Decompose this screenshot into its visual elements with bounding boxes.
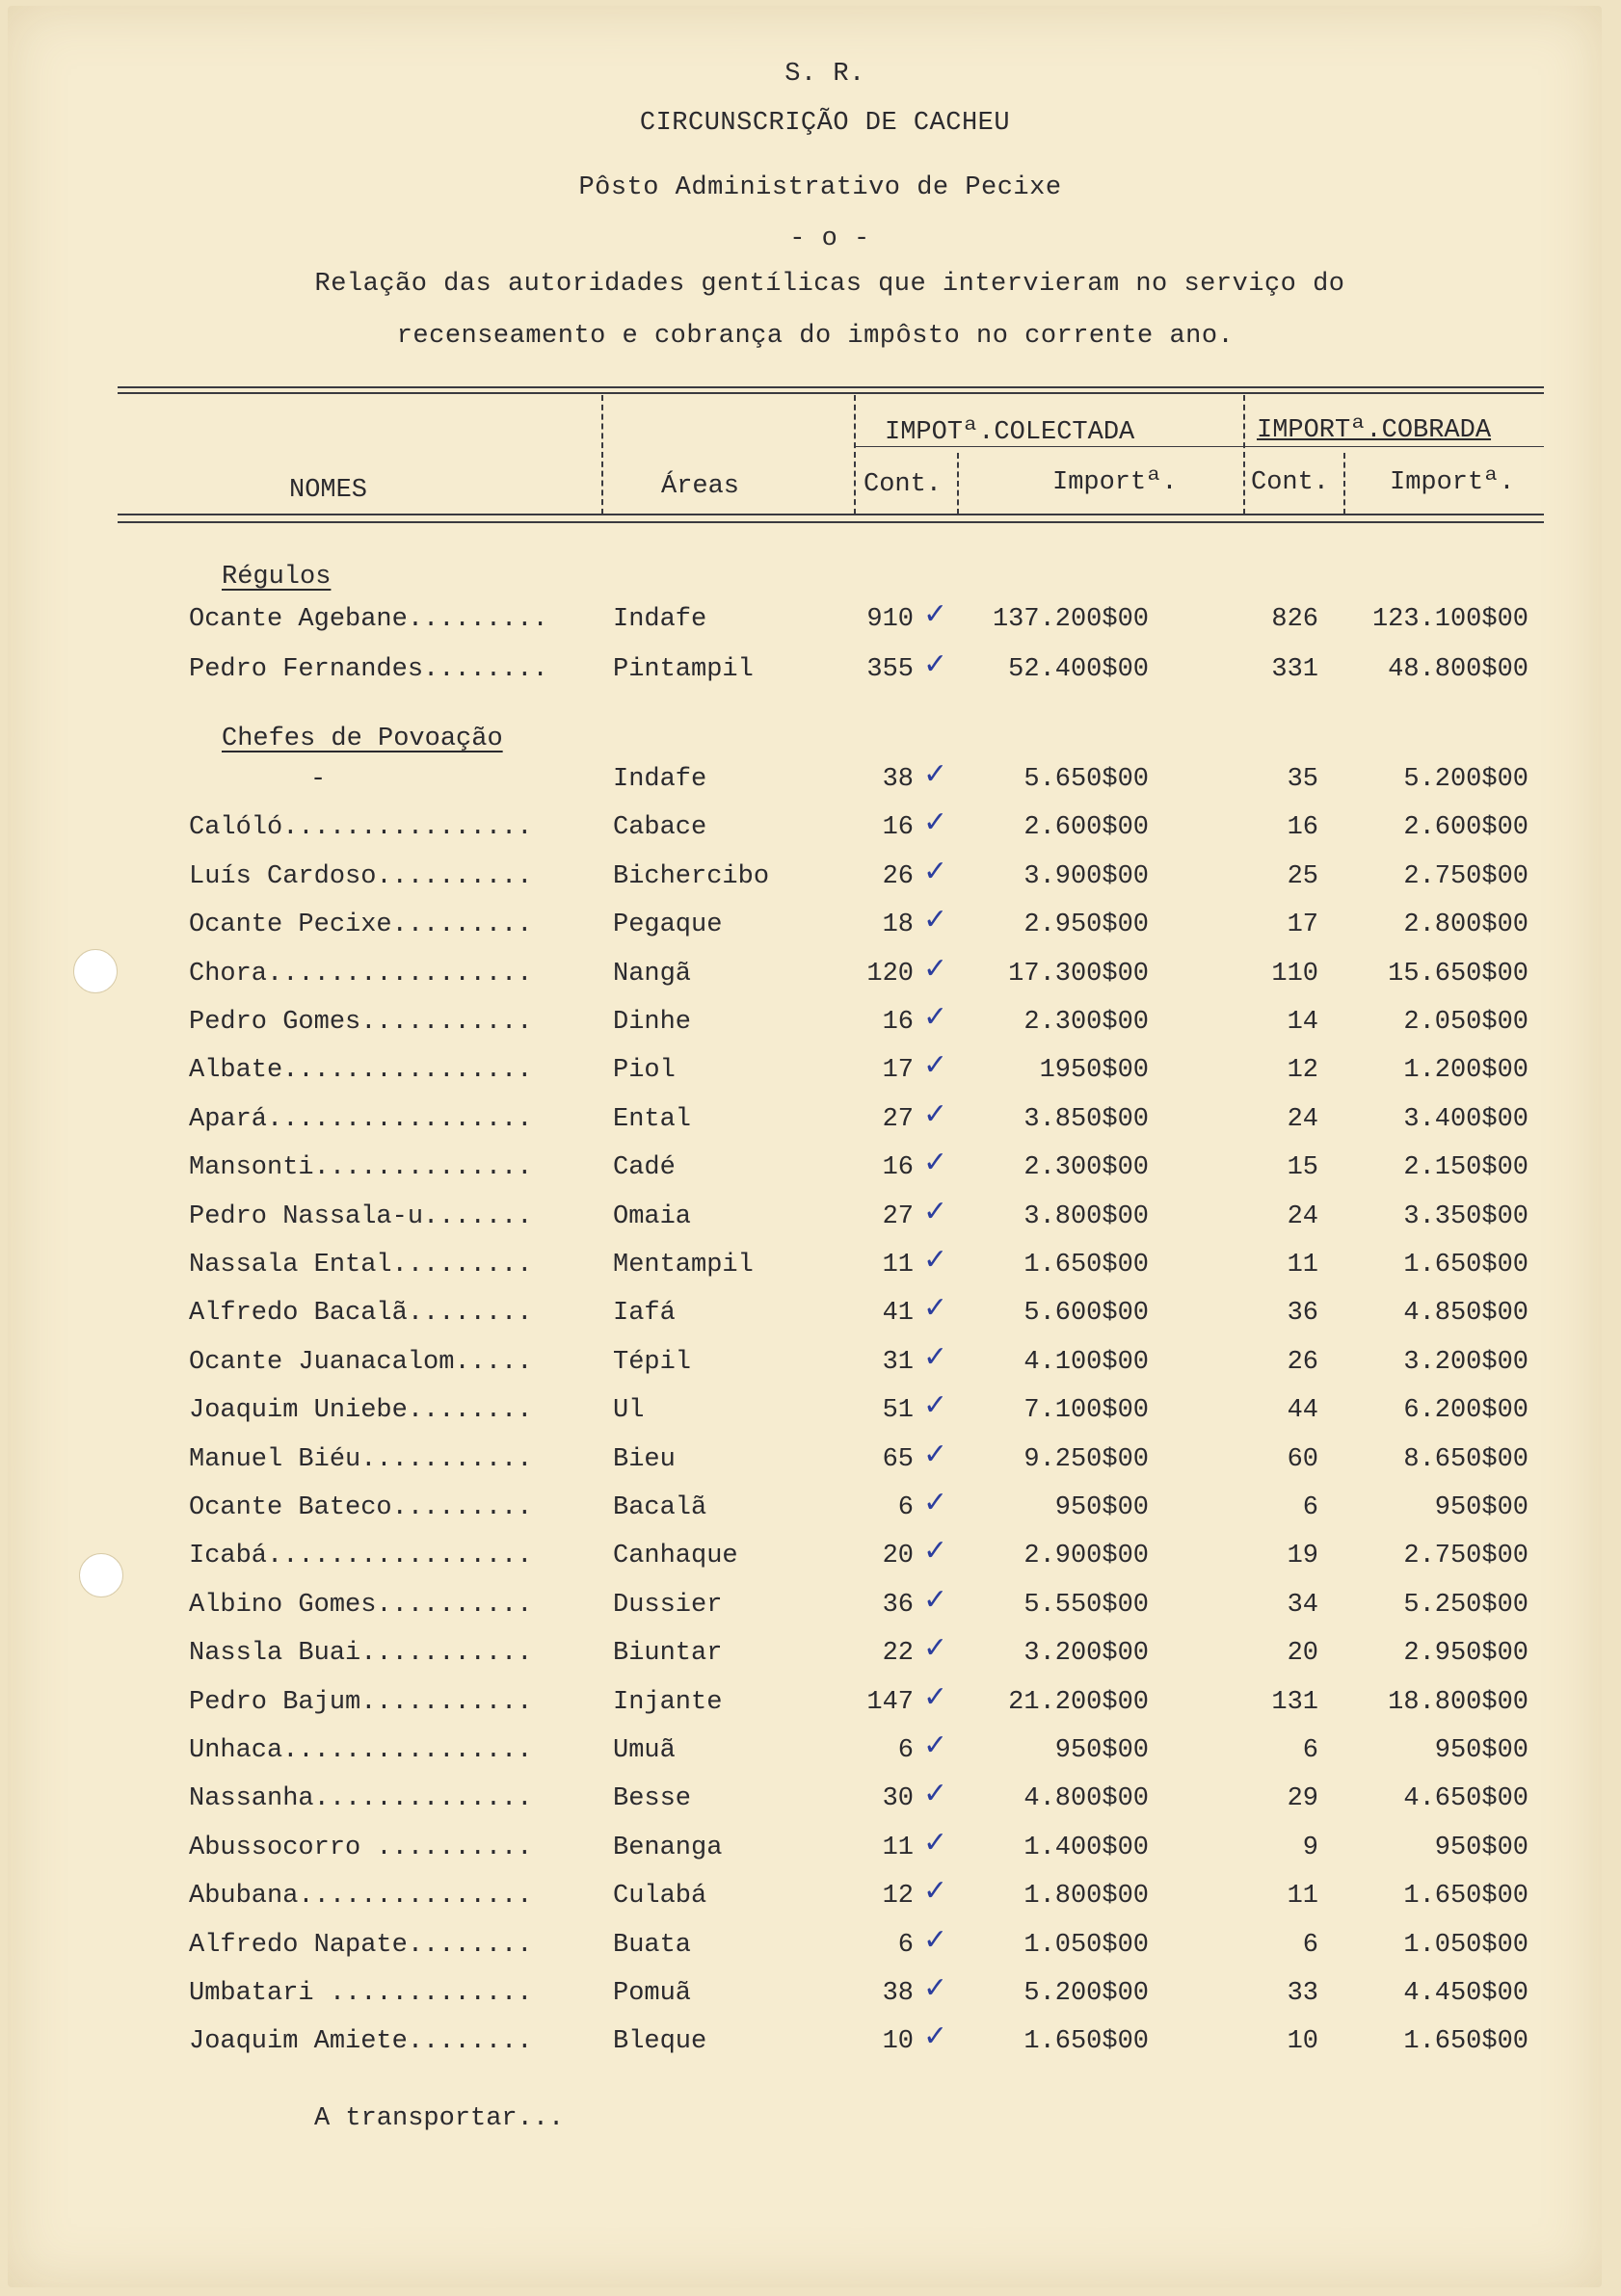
row-area: Omaia bbox=[613, 1201, 692, 1231]
row-cont-colectada: 41 bbox=[882, 1299, 914, 1329]
row-import-colectada: 9.250$00 bbox=[1023, 1444, 1149, 1474]
row-import-colectada: 4.100$00 bbox=[1023, 1347, 1149, 1377]
row-name: Alfredo Napate........ bbox=[189, 1930, 533, 1960]
row-import-colectada: 7.100$00 bbox=[1023, 1396, 1149, 1426]
row-cont-cobrada: 19 bbox=[1287, 1542, 1318, 1571]
table-row bbox=[0, 1437, 1621, 1484]
row-cont-colectada: 27 bbox=[882, 1104, 914, 1134]
row-import-cobrada: 1.650$00 bbox=[1403, 2027, 1528, 2057]
row-import-colectada: 137.200$00 bbox=[992, 605, 1149, 634]
row-import-cobrada: 2.600$00 bbox=[1403, 813, 1528, 843]
row-cont-cobrada: 35 bbox=[1287, 765, 1318, 794]
row-name: Umbatari ............. bbox=[189, 1979, 533, 2008]
row-cont-cobrada: 17 bbox=[1287, 910, 1318, 940]
row-import-cobrada: 1.650$00 bbox=[1403, 1251, 1528, 1280]
row-cont-colectada: 22 bbox=[882, 1639, 914, 1669]
row-area: Nangã bbox=[613, 959, 692, 989]
row-name: Pedro Nassala-u....... bbox=[189, 1201, 533, 1231]
row-area: Canhaque bbox=[613, 1542, 738, 1571]
row-cont-cobrada: 20 bbox=[1287, 1639, 1318, 1669]
checkmark-icon: ✓ bbox=[923, 1388, 948, 1423]
row-import-colectada: 2.950$00 bbox=[1023, 910, 1149, 940]
row-cont-cobrada: 15 bbox=[1287, 1153, 1318, 1183]
table-header-rule-2 bbox=[118, 521, 1544, 523]
checkmark-icon: ✓ bbox=[923, 1437, 948, 1471]
row-area: Cabace bbox=[613, 813, 707, 843]
row-import-cobrada: 3.350$00 bbox=[1403, 1201, 1528, 1231]
row-area: Culabá bbox=[613, 1882, 707, 1912]
row-cont-colectada: 17 bbox=[882, 1056, 914, 1086]
row-cont-colectada: 6 bbox=[897, 1736, 914, 1765]
checkmark-icon: ✓ bbox=[923, 1048, 948, 1083]
header-areas: Áreas bbox=[661, 472, 740, 501]
header-cont-2: Cont. bbox=[1251, 468, 1330, 497]
row-area: Bichercibo bbox=[613, 861, 770, 891]
row-cont-cobrada: 11 bbox=[1287, 1882, 1318, 1912]
row-name: Nassala Ental......... bbox=[189, 1251, 533, 1280]
table-row bbox=[0, 1000, 1621, 1046]
column-divider-imp1 bbox=[957, 453, 959, 515]
row-area: Tépil bbox=[613, 1347, 692, 1377]
row-name: Abubana............... bbox=[189, 1882, 533, 1912]
row-import-colectada: 5.600$00 bbox=[1023, 1299, 1149, 1329]
row-cont-colectada: 11 bbox=[882, 1251, 914, 1280]
row-name: Chora................. bbox=[189, 959, 533, 989]
table-row bbox=[0, 951, 1621, 998]
row-area: Ental bbox=[613, 1104, 692, 1134]
row-cont-cobrada: 44 bbox=[1287, 1396, 1318, 1426]
header-posto: Pôsto Administrativo de Pecixe bbox=[578, 173, 1062, 202]
row-name: Calóló................ bbox=[189, 813, 533, 843]
header-colectada: IMPOTª.COLECTADA bbox=[885, 418, 1135, 447]
row-cont-colectada: 38 bbox=[882, 765, 914, 794]
header-import-1: Importª. bbox=[1052, 468, 1178, 497]
row-import-cobrada: 1.200$00 bbox=[1403, 1056, 1528, 1086]
row-cont-colectada: 12 bbox=[882, 1882, 914, 1912]
table-row bbox=[0, 903, 1621, 949]
row-import-cobrada: 1.050$00 bbox=[1403, 1930, 1528, 1960]
row-name: Apará................. bbox=[189, 1104, 533, 1134]
row-cont-colectada: 355 bbox=[866, 655, 914, 684]
row-import-colectada: 4.800$00 bbox=[1023, 1784, 1149, 1814]
row-area: Ul bbox=[613, 1396, 645, 1426]
table-row bbox=[0, 2019, 1621, 2066]
row-name: Ocante Pecixe......... bbox=[189, 910, 533, 940]
checkmark-icon: ✓ bbox=[923, 1194, 948, 1228]
row-name: Joaquim Uniebe........ bbox=[189, 1396, 533, 1426]
row-cont-cobrada: 33 bbox=[1287, 1979, 1318, 2008]
row-area: Piol bbox=[613, 1056, 676, 1086]
row-name: Ocante Bateco......... bbox=[189, 1493, 533, 1522]
row-cont-colectada: 16 bbox=[882, 1008, 914, 1037]
row-cont-colectada: 38 bbox=[882, 1979, 914, 2008]
row-import-colectada: 2.300$00 bbox=[1023, 1008, 1149, 1037]
row-import-cobrada: 5.250$00 bbox=[1403, 1590, 1528, 1620]
row-cont-cobrada: 9 bbox=[1302, 1833, 1318, 1862]
table-row bbox=[0, 1825, 1621, 1872]
row-import-cobrada: 2.750$00 bbox=[1403, 1542, 1528, 1571]
row-import-colectada: 1950$00 bbox=[1039, 1056, 1149, 1086]
table-row bbox=[0, 647, 1621, 694]
row-area: Buata bbox=[613, 1930, 692, 1960]
row-cont-cobrada: 6 bbox=[1302, 1493, 1318, 1522]
checkmark-icon: ✓ bbox=[923, 1777, 948, 1811]
row-import-cobrada: 4.850$00 bbox=[1403, 1299, 1528, 1329]
row-import-colectada: 5.200$00 bbox=[1023, 1979, 1149, 2008]
section-regulos: Régulos bbox=[222, 563, 332, 592]
row-cont-colectada: 6 bbox=[897, 1493, 914, 1522]
column-divider-areas bbox=[601, 395, 603, 515]
row-import-cobrada: 5.200$00 bbox=[1403, 765, 1528, 794]
table-row bbox=[0, 757, 1621, 804]
row-cont-cobrada: 16 bbox=[1287, 813, 1318, 843]
row-cont-cobrada: 826 bbox=[1271, 605, 1318, 634]
row-cont-colectada: 16 bbox=[882, 813, 914, 843]
table-row bbox=[0, 1243, 1621, 1289]
table-row bbox=[0, 1048, 1621, 1095]
row-import-colectada: 950$00 bbox=[1054, 1493, 1149, 1522]
row-name: Ocante Agebane......... bbox=[189, 605, 548, 634]
row-name: Mansonti.............. bbox=[189, 1153, 533, 1183]
column-divider-cont2 bbox=[1243, 395, 1245, 515]
row-import-cobrada: 2.950$00 bbox=[1403, 1639, 1528, 1669]
checkmark-icon: ✓ bbox=[923, 1874, 948, 1909]
row-cont-colectada: 20 bbox=[882, 1542, 914, 1571]
row-import-cobrada: 48.800$00 bbox=[1388, 655, 1528, 684]
row-cont-colectada: 65 bbox=[882, 1444, 914, 1474]
header-relacao: Relação das autoridades gentílicas que intervieram no serviço do bbox=[314, 270, 1345, 299]
row-cont-colectada: 16 bbox=[882, 1153, 914, 1183]
row-import-cobrada: 123.100$00 bbox=[1371, 605, 1528, 634]
row-area: Dussier bbox=[613, 1590, 723, 1620]
row-import-colectada: 3.200$00 bbox=[1023, 1639, 1149, 1669]
table-row bbox=[0, 1922, 1621, 1969]
row-import-colectada: 2.600$00 bbox=[1023, 813, 1149, 843]
header-cobrada: IMPORTª.COBRADA bbox=[1257, 416, 1492, 445]
row-cont-colectada: 147 bbox=[866, 1687, 914, 1717]
table-row bbox=[0, 1631, 1621, 1677]
row-import-cobrada: 950$00 bbox=[1434, 1833, 1528, 1862]
row-import-colectada: 950$00 bbox=[1054, 1736, 1149, 1765]
table-row bbox=[0, 1096, 1621, 1144]
table-row bbox=[0, 1971, 1621, 2018]
table-row bbox=[0, 805, 1621, 852]
column-divider-cont1 bbox=[854, 395, 856, 515]
table-row bbox=[0, 1388, 1621, 1435]
row-import-colectada: 3.850$00 bbox=[1023, 1104, 1149, 1134]
row-cont-cobrada: 60 bbox=[1287, 1444, 1318, 1474]
row-import-cobrada: 4.650$00 bbox=[1403, 1784, 1528, 1814]
row-area: Bieu bbox=[613, 1444, 676, 1474]
row-cont-colectada: 26 bbox=[882, 861, 914, 891]
row-name: Abussocorro .......... bbox=[189, 1833, 533, 1862]
row-cont-cobrada: 131 bbox=[1271, 1687, 1318, 1717]
checkmark-icon: ✓ bbox=[923, 757, 948, 791]
column-divider-imp2 bbox=[1343, 453, 1345, 515]
row-cont-colectada: 11 bbox=[882, 1833, 914, 1862]
table-row bbox=[0, 1194, 1621, 1241]
row-cont-cobrada: 34 bbox=[1287, 1590, 1318, 1620]
row-cont-colectada: 51 bbox=[882, 1396, 914, 1426]
header-nomes: NOMES bbox=[289, 476, 368, 505]
row-name: Pedro Bajum........... bbox=[189, 1687, 533, 1717]
row-name: Joaquim Amiete........ bbox=[189, 2027, 533, 2057]
row-import-colectada: 5.650$00 bbox=[1023, 765, 1149, 794]
row-import-cobrada: 950$00 bbox=[1434, 1493, 1528, 1522]
table-row bbox=[0, 1729, 1621, 1775]
row-import-cobrada: 3.400$00 bbox=[1403, 1104, 1528, 1134]
table-row bbox=[0, 597, 1621, 644]
table-row bbox=[0, 1486, 1621, 1532]
row-name: Albate................ bbox=[189, 1056, 533, 1086]
row-cont-colectada: 910 bbox=[866, 605, 914, 634]
row-import-cobrada: 18.800$00 bbox=[1388, 1687, 1528, 1717]
row-area: Indafe bbox=[613, 605, 707, 634]
row-import-cobrada: 1.650$00 bbox=[1403, 1882, 1528, 1912]
row-import-colectada: 52.400$00 bbox=[1008, 655, 1149, 684]
row-import-colectada: 1.800$00 bbox=[1023, 1882, 1149, 1912]
table-row bbox=[0, 1339, 1621, 1386]
table-header-rule-1 bbox=[118, 514, 1544, 515]
row-area: Umuã bbox=[613, 1736, 676, 1765]
checkmark-icon: ✓ bbox=[923, 1631, 948, 1666]
row-cont-cobrada: 25 bbox=[1287, 861, 1318, 891]
row-cont-cobrada: 12 bbox=[1287, 1056, 1318, 1086]
row-import-colectada: 3.900$00 bbox=[1023, 861, 1149, 891]
header-import-2: Importª. bbox=[1390, 468, 1515, 497]
checkmark-icon: ✓ bbox=[923, 1000, 948, 1034]
row-area: Biuntar bbox=[613, 1639, 723, 1669]
checkmark-icon: ✓ bbox=[923, 1243, 948, 1277]
row-import-cobrada: 15.650$00 bbox=[1388, 959, 1528, 989]
checkmark-icon: ✓ bbox=[923, 1825, 948, 1860]
row-name: Luís Cardoso.......... bbox=[189, 861, 533, 891]
section-chefes: Chefes de Povoação bbox=[222, 725, 503, 753]
checkmark-icon: ✓ bbox=[923, 597, 948, 631]
row-import-colectada: 17.300$00 bbox=[1008, 959, 1149, 989]
row-import-cobrada: 2.800$00 bbox=[1403, 910, 1528, 940]
table-row bbox=[0, 1582, 1621, 1629]
row-cont-cobrada: 29 bbox=[1287, 1784, 1318, 1814]
row-area: Cadé bbox=[613, 1153, 676, 1183]
row-name: - bbox=[310, 765, 327, 794]
row-name: Pedro Fernandes........ bbox=[189, 655, 548, 684]
header-separator: - o - bbox=[789, 224, 870, 253]
row-import-colectada: 2.300$00 bbox=[1023, 1153, 1149, 1183]
checkmark-icon: ✓ bbox=[923, 1971, 948, 2005]
row-cont-cobrada: 11 bbox=[1287, 1251, 1318, 1280]
table-row bbox=[0, 1777, 1621, 1823]
row-cont-colectada: 36 bbox=[882, 1590, 914, 1620]
table-row bbox=[0, 1534, 1621, 1580]
row-import-colectada: 5.550$00 bbox=[1023, 1590, 1149, 1620]
row-area: Bacalã bbox=[613, 1493, 707, 1522]
row-import-cobrada: 4.450$00 bbox=[1403, 1979, 1528, 2008]
row-name: Nassla Buai........... bbox=[189, 1639, 533, 1669]
row-import-colectada: 1.650$00 bbox=[1023, 2027, 1149, 2057]
checkmark-icon: ✓ bbox=[923, 2019, 948, 2054]
row-import-cobrada: 950$00 bbox=[1434, 1736, 1528, 1765]
checkmark-icon: ✓ bbox=[923, 1339, 948, 1374]
row-name: Ocante Juanacalom..... bbox=[189, 1347, 533, 1377]
row-cont-colectada: 120 bbox=[866, 959, 914, 989]
row-cont-colectada: 6 bbox=[897, 1930, 914, 1960]
row-area: Pegaque bbox=[613, 910, 723, 940]
row-import-cobrada: 2.750$00 bbox=[1403, 861, 1528, 891]
row-name: Alfredo Bacalã........ bbox=[189, 1299, 533, 1329]
table-row bbox=[0, 854, 1621, 901]
row-cont-cobrada: 6 bbox=[1302, 1736, 1318, 1765]
row-area: Pintampil bbox=[613, 655, 754, 684]
row-import-colectada: 1.050$00 bbox=[1023, 1930, 1149, 1960]
row-cont-cobrada: 24 bbox=[1287, 1201, 1318, 1231]
row-cont-cobrada: 26 bbox=[1287, 1347, 1318, 1377]
row-import-colectada: 1.400$00 bbox=[1023, 1833, 1149, 1862]
row-cont-cobrada: 24 bbox=[1287, 1104, 1318, 1134]
header-recenseamento: recenseamento e cobrança do impôsto no corrente ano. bbox=[396, 322, 1235, 351]
checkmark-icon: ✓ bbox=[923, 647, 948, 681]
row-name: Pedro Gomes........... bbox=[189, 1008, 533, 1037]
checkmark-icon: ✓ bbox=[923, 1291, 948, 1326]
header-circunscricao: CIRCUNSCRIÇÃO DE CACHEU bbox=[639, 109, 1011, 138]
row-area: Dinhe bbox=[613, 1008, 692, 1037]
row-import-cobrada: 8.650$00 bbox=[1403, 1444, 1528, 1474]
row-area: Benanga bbox=[613, 1833, 723, 1862]
checkmark-icon: ✓ bbox=[923, 1582, 948, 1617]
row-import-cobrada: 2.150$00 bbox=[1403, 1153, 1528, 1183]
footer-a-transportar: A transportar... bbox=[314, 2104, 565, 2133]
row-cont-colectada: 10 bbox=[882, 2027, 914, 2057]
checkmark-icon: ✓ bbox=[923, 1534, 948, 1569]
header-sr: S. R. bbox=[784, 60, 865, 89]
row-import-colectada: 1.650$00 bbox=[1023, 1251, 1149, 1280]
row-area: Injante bbox=[613, 1687, 723, 1717]
table-top-rule-2 bbox=[118, 392, 1544, 394]
checkmark-icon: ✓ bbox=[923, 903, 948, 937]
row-cont-cobrada: 36 bbox=[1287, 1299, 1318, 1329]
checkmark-icon: ✓ bbox=[923, 1146, 948, 1180]
table-row bbox=[0, 1291, 1621, 1337]
row-area: Mentampil bbox=[613, 1251, 754, 1280]
checkmark-icon: ✓ bbox=[923, 805, 948, 840]
row-name: Albino Gomes.......... bbox=[189, 1590, 533, 1620]
row-cont-colectada: 18 bbox=[882, 910, 914, 940]
row-name: Icabá................. bbox=[189, 1542, 533, 1571]
row-import-cobrada: 6.200$00 bbox=[1403, 1396, 1528, 1426]
row-cont-cobrada: 6 bbox=[1302, 1930, 1318, 1960]
row-import-cobrada: 3.200$00 bbox=[1403, 1347, 1528, 1377]
table-row bbox=[0, 1679, 1621, 1727]
checkmark-icon: ✓ bbox=[923, 1729, 948, 1762]
table-row bbox=[0, 1874, 1621, 1920]
checkmark-icon: ✓ bbox=[923, 1486, 948, 1519]
checkmark-icon: ✓ bbox=[923, 951, 948, 986]
row-import-cobrada: 2.050$00 bbox=[1403, 1008, 1528, 1037]
row-area: Bleque bbox=[613, 2027, 707, 2057]
header-cont-1: Cont. bbox=[864, 470, 943, 499]
row-area: Indafe bbox=[613, 765, 707, 794]
table-top-rule-1 bbox=[118, 386, 1544, 388]
row-cont-cobrada: 331 bbox=[1271, 655, 1318, 684]
checkmark-icon: ✓ bbox=[923, 1096, 948, 1131]
row-cont-colectada: 30 bbox=[882, 1784, 914, 1814]
row-cont-cobrada: 10 bbox=[1287, 2027, 1318, 2057]
row-cont-colectada: 31 bbox=[882, 1347, 914, 1377]
table-row bbox=[0, 1146, 1621, 1192]
row-name: Nassanha.............. bbox=[189, 1784, 533, 1814]
row-cont-cobrada: 14 bbox=[1287, 1008, 1318, 1037]
row-import-colectada: 3.800$00 bbox=[1023, 1201, 1149, 1231]
row-name: Unhaca................ bbox=[189, 1736, 533, 1765]
checkmark-icon: ✓ bbox=[923, 1922, 948, 1957]
row-cont-cobrada: 110 bbox=[1271, 959, 1318, 989]
checkmark-icon: ✓ bbox=[923, 1679, 948, 1714]
row-area: Besse bbox=[613, 1784, 692, 1814]
row-name: Manuel Biéu........... bbox=[189, 1444, 533, 1474]
row-area: Iafá bbox=[613, 1299, 676, 1329]
checkmark-icon: ✓ bbox=[923, 854, 948, 888]
row-import-colectada: 21.200$00 bbox=[1008, 1687, 1149, 1717]
row-import-colectada: 2.900$00 bbox=[1023, 1542, 1149, 1571]
row-area: Pomuã bbox=[613, 1979, 692, 2008]
row-cont-colectada: 27 bbox=[882, 1201, 914, 1231]
